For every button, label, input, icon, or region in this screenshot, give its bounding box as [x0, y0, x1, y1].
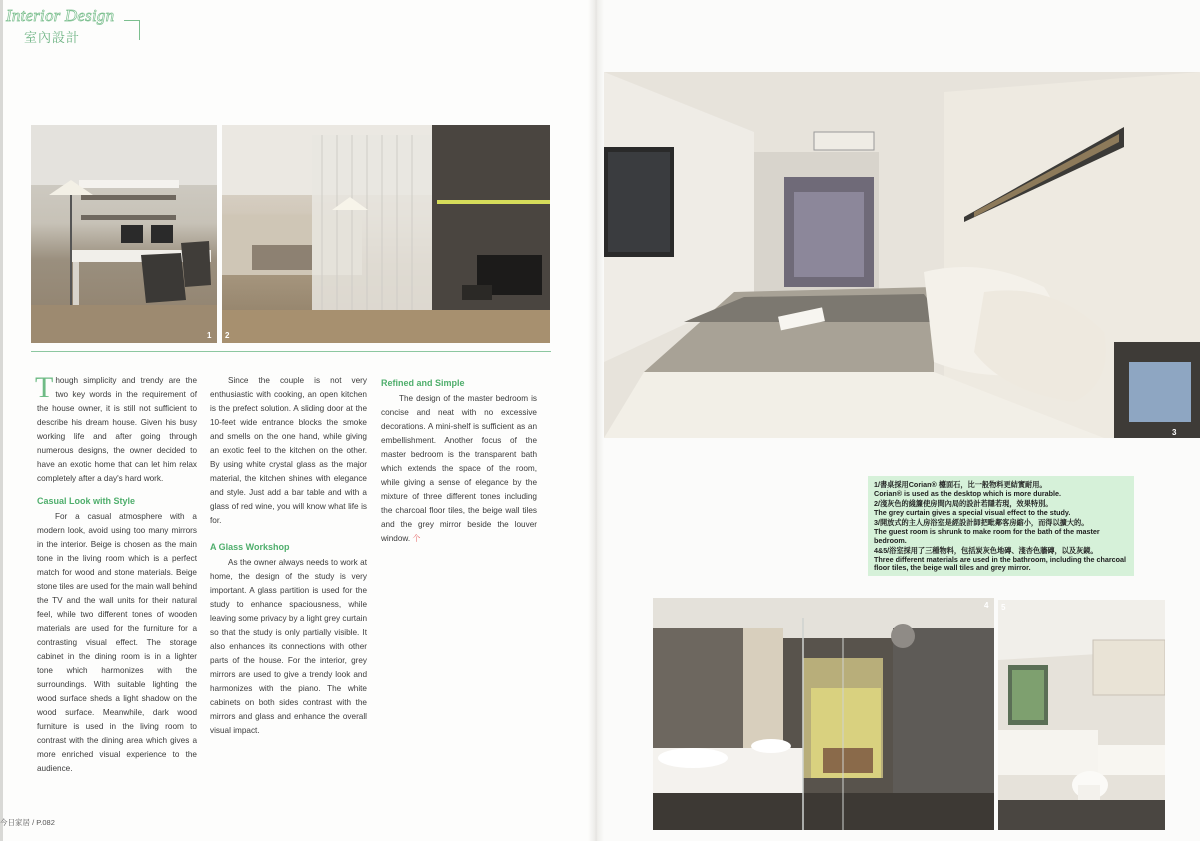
end-mark: 个: [412, 534, 421, 543]
photo-bathroom-bath: [998, 600, 1165, 830]
photo-number: 2: [225, 331, 230, 340]
text-column-2: [210, 374, 367, 738]
caption-item: [874, 481, 1128, 498]
page-gutter: [588, 0, 604, 841]
caption-en: The grey curtain gives a special visual effect to the study.: [874, 507, 1071, 517]
section-header: [6, 6, 146, 46]
section-body-text: The design of the master bedroom is concise and neat with no excessive decorations. A mini-shelf is sufficient as an embellishment. Another focus of the master bedroom is the transparent bath which extends the space of the room, while giving a sense of elegance by the mixture of three different tones including the charcoal floor tiles, the beige wall tiles and the grey mirror beside the louver window.: [381, 394, 537, 543]
section-heading: Casual Look with Style: [37, 496, 136, 506]
caption-item: [874, 547, 1128, 573]
text-column-1: [35, 371, 197, 776]
page-footer: 今日家居 / P.082: [0, 818, 55, 827]
photo-number: 5: [1001, 603, 1006, 612]
caption-en: Corian® is used as the desktop which is more durable.: [874, 488, 1062, 498]
photo-number: 4: [984, 601, 989, 610]
section-heading: Refined and Simple: [381, 378, 465, 388]
intro-paragraph: [35, 371, 197, 486]
photo-number: 3: [1172, 428, 1177, 437]
section-body: Since the couple is not very enthusiastic with cooking, an open kitchen is the prefect solution. A sliding door at the 10-feet wide entrance blocks the smoke and smells on the one hand, while giving an exotic feel to the kitchen on the other. By using white crystal glass as the major material, the kitchen shines with elegance and style. Just add a bar table and with a glass of red wine, you will know what life is for.: [210, 376, 367, 525]
photo-bathroom-glass: [653, 598, 994, 830]
photo-living-room: [222, 125, 550, 343]
section-body: [381, 392, 537, 546]
header-rule: [124, 20, 140, 40]
header-title-zh: 室內設計: [24, 30, 81, 45]
page-edge: [0, 0, 3, 841]
section-body: As the owner always needs to work at home, the design of the study is very important. A glass partition is used for the study to enhance spaciousness, while leaving some privacy by a light grey curtain so that the study is only partially visible. It also enhances its connections with other parts of the house. For the interior, grey mirrors are used to give a trendy look and harmonizes with the piano. The white cabinets on both sides contrast with the mirrors and glass and enhance the overall visual impact.: [210, 558, 367, 735]
caption-zh: 4&5/浴室採用了三種物料，包括炭灰色地磚、淺杏色牆磚，以及灰鏡。: [874, 546, 1098, 556]
caption-zh: 2/淺灰色的綫簾使房間內局的設計若隱若現，效果特別。: [874, 499, 1053, 509]
photo-number: 1: [207, 331, 212, 340]
caption-en: The guest room is shrunk to make room for the bath of the master bedroom.: [874, 526, 1100, 545]
divider-rule: [31, 351, 551, 352]
photo-study: [31, 125, 217, 343]
caption-zh: 3/開放式的主人房浴室是經設計師把毗鄰客房縮小，而得以擴大的。: [874, 518, 1089, 528]
caption-box: [868, 476, 1134, 576]
intro-text: hough simplicity and trendy are the two key words in the requirement of the house owner, it is still not sufficient to describe his dream house. Given his busy working life and after going through numerous designs, the owner decided to have an exotic home that can let him relax completely after a day's hard work.: [37, 376, 197, 483]
caption-en: Three different materials are used in the bathroom, including the charcoal floor tiles, the beige wall tiles and grey mirror.: [874, 554, 1127, 573]
photo-master-bedroom: [604, 72, 1200, 438]
drop-cap: T: [35, 371, 54, 404]
header-title-en: Interior Design: [6, 6, 115, 25]
caption-zh: 1/書桌採用Corian® 檯面石，比一般物料更結實耐用。: [874, 480, 1047, 489]
section-heading: A Glass Workshop: [210, 542, 290, 552]
section-body: For a casual atmosphere with a modern look, avoid using too many mirrors in the interior. Beige is chosen as the main tone in the living room which is a perfect match for wood and stone materials. Beige stone tiles are used for the main wall behind the TV and the wall units for their natural feel, while two different tones of wooden materials are used for the furniture for a contrasting visual effect. The storage cabinet in the dining room is in a lighter tone which harmonizes with the surroundings. With suitable lighting the wood surface sheds a light shadow on the wood surface. Meanwhile, dark wood furniture is used in the living room to contrast with the dining area which gives a more enriched visual experience to the audience.: [37, 512, 197, 773]
caption-item: [874, 500, 1128, 517]
caption-item: [874, 519, 1128, 545]
text-column-3: [381, 376, 537, 546]
